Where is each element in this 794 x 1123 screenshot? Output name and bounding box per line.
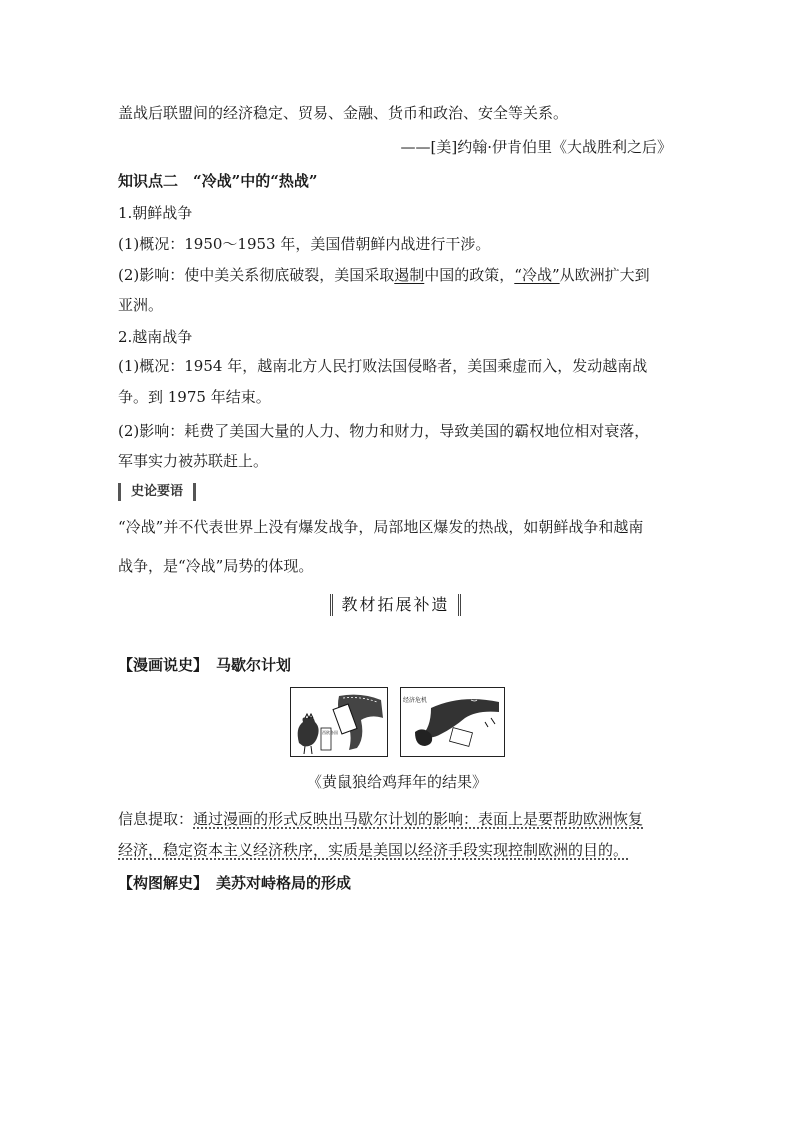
korea-impact-part3: 从欧洲扩大到: [559, 266, 650, 284]
history-note-line: “冷战”并不代表世界上没有爆发战争，局部地区爆发的热战，如朝鲜战争和越南: [118, 518, 644, 536]
right-sign-text: 经济危机: [403, 697, 428, 704]
cartoon-heading: [118, 655, 291, 675]
info-text: 通过漫画的形式反映出马歇尔计划的影响：表面上是要帮助欧洲恢复: [193, 810, 644, 828]
vietnam-impact: (2)影响：耗费了美国大量的人力、物力和财力，导致美国的霸权地位相对衰落，: [118, 422, 650, 440]
left-sign-text: 西欧各国: [322, 730, 338, 735]
cartoon-heading-text: 马歇尔计划: [216, 656, 292, 674]
korea-impact: [118, 265, 650, 285]
history-note-label: 史论要语: [118, 483, 196, 501]
vietnam-overview: (1)概况：1954 年，越南北方人民打败法国侵略者，美国乘虚而入，发动越南战: [118, 357, 648, 375]
diagram-heading-tag: 【构图解史】: [118, 874, 209, 892]
korea-war-title: 1.朝鲜战争: [118, 204, 193, 222]
keyword-cold-war: “冷战”: [514, 266, 560, 284]
history-note-line: 战争，是“冷战”局势的体现。: [118, 557, 314, 575]
weasel-rooster-drawing: [291, 688, 387, 756]
info-label: 信息提取：: [118, 810, 194, 828]
diagram-heading: [118, 873, 351, 893]
vietnam-overview-cont: 争。到 1975 年结束。: [118, 388, 271, 406]
korea-impact-part2: 中国的政策，: [424, 266, 515, 284]
info-extraction: [118, 809, 643, 829]
vietnam-war-title: 2.越南战争: [118, 328, 193, 346]
cartoon-heading-tag: 【漫画说史】: [118, 656, 209, 674]
cartoon-left-image: [290, 687, 388, 757]
korea-impact-part1: (2)影响：使中美关系彻底破裂，美国采取: [118, 266, 395, 284]
korea-impact-cont: 亚洲。: [118, 296, 164, 314]
attribution: ——[美]约翰·伊肯伯里《大战胜利之后》: [400, 138, 672, 156]
diagram-heading-text: 美苏对峙格局的形成: [216, 874, 352, 892]
cartoon-caption: 《黄鼠狼给鸡拜年的结果》: [306, 773, 487, 791]
korea-overview: (1)概况：1950～1953 年，美国借朝鲜内战进行干涉。: [118, 235, 491, 253]
cartoon-right-image: [400, 687, 505, 757]
section-heading: 知识点二 “冷战”中的“热战”: [118, 172, 318, 190]
weasel-carrying-rooster-drawing: [401, 688, 504, 756]
info-text-cont: 经济，稳定资本主义经济秩序，实质是美国以经济手段实现控制欧洲的目的。: [118, 841, 629, 859]
vietnam-impact-cont: 军事实力被苏联赶上。: [118, 452, 269, 470]
keyword-containment: 遏制: [394, 266, 425, 284]
section-banner: 教材拓展补遗: [330, 594, 461, 616]
intro-line: 盖战后联盟间的经济稳定、贸易、金融、货币和政治、安全等关系。: [118, 104, 569, 122]
